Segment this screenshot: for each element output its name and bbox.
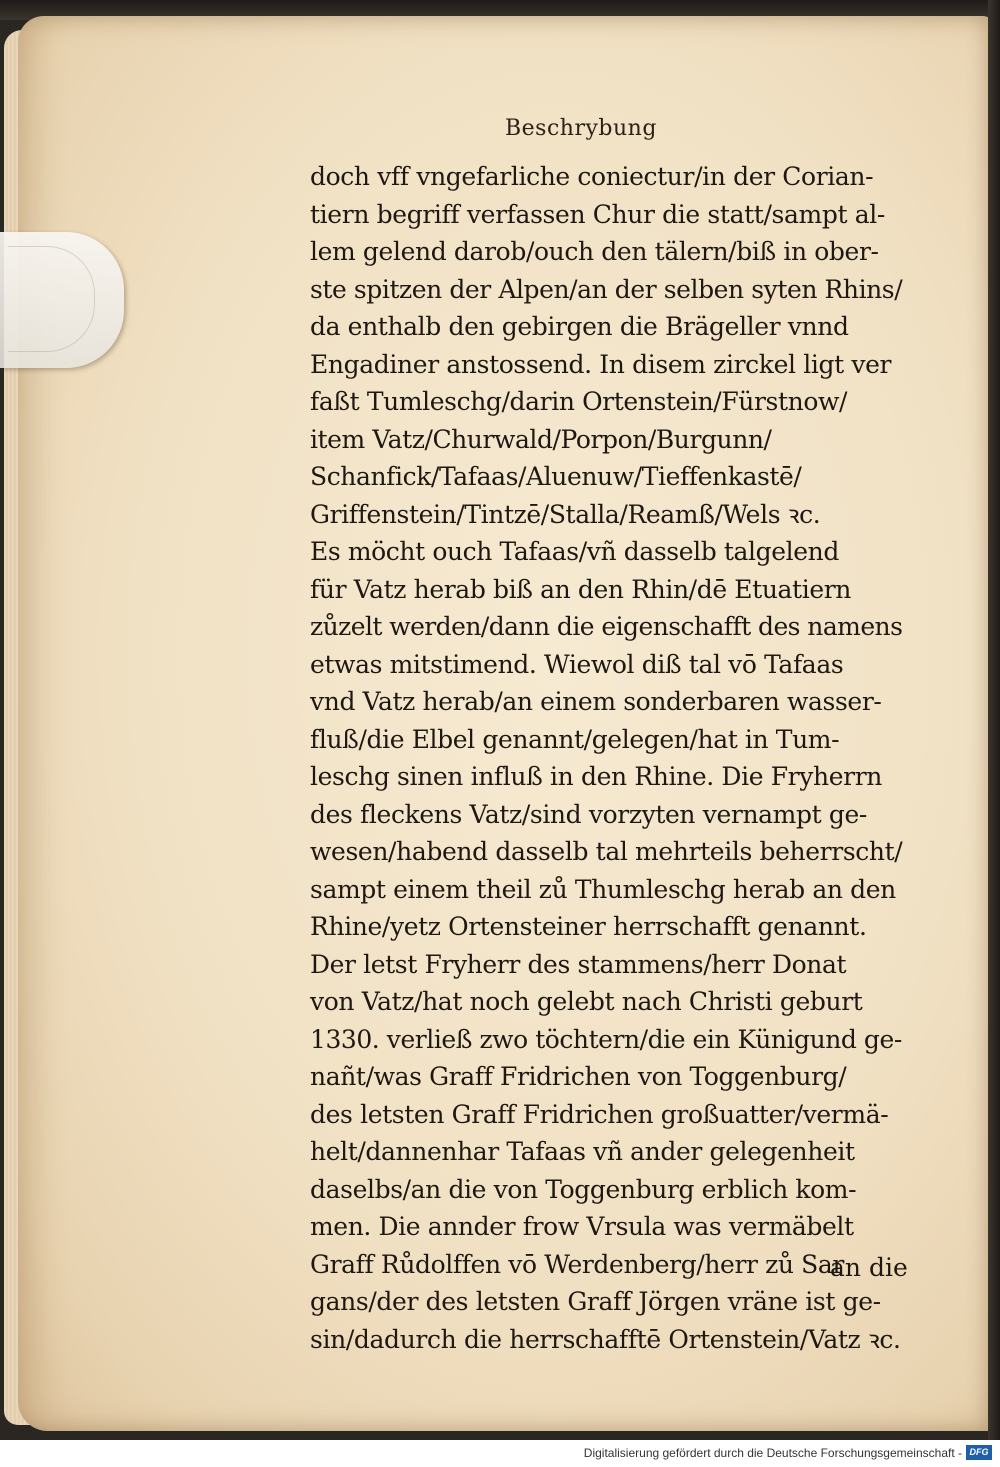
text-line: des fleckens Vatz/sind vorzyten vernampt ge- [310, 799, 867, 829]
text-line: etwas mitstimend. Wiewol diß tal vō Tafaas [310, 649, 844, 679]
text-line: Schanfick/Tafaas/Aluenuw/Tieffenkastē/ [310, 462, 802, 491]
text-line: lem gelend darob/ouch den tälern/biß in ober- [310, 237, 879, 266]
text-line: sin/dadurch die herrschafftē Ortenstein/Vatz ꝛc. [310, 1324, 901, 1354]
text-line: Graff Růdolffen vō Werdenberg/herr zů Sar [310, 1249, 844, 1279]
text-line: faßt Tumleschg/darin Ortenstein/Fürstnow/ [310, 387, 848, 416]
body-text [310, 158, 910, 1358]
text-line: item Vatz/Churwald/Porpon/Burgunn/ [310, 424, 772, 454]
text-line: für Vatz herab biß an den Rhin/dē Etuatiern [310, 574, 852, 604]
text-line: fluß/die Elbel genannt/gelegen/hat in Tum- [310, 724, 840, 754]
text-line: wesen/habend dasselb tal mehrteils beherrscht/ [310, 837, 903, 866]
text-line: Es möcht ouch Tafaas/vñ dasselb talgelend [310, 537, 839, 566]
running-header: Beschrybung [505, 116, 657, 141]
text-line: Engadiner anstossend. In disem zirckel ligt ver [310, 349, 892, 379]
text-line: doch vff vngefarliche coniectur/in der Corian- [310, 162, 874, 191]
text-line: Griffenstein/Tintzē/Stalla/Reamß/Wels ꝛc. [310, 499, 821, 529]
paper-bookmark [0, 232, 124, 368]
text-line: vnd Vatz herab/an einem sonderbaren wasser- [310, 687, 882, 716]
text-line: 1330. verließ zwo töchtern/die ein Künigund ge- [310, 1024, 902, 1054]
catchword: an die [830, 1253, 908, 1282]
dfg-logo-icon: DFG [966, 1445, 992, 1460]
text-line: da enthalb den gebirgen die Brägeller vnnd [310, 312, 849, 341]
text-line: nañt/was Graff Fridrichen von Toggenburg/ [310, 1062, 847, 1091]
text-line: ste spitzen der Alpen/an der selben syten Rhins/ [310, 274, 903, 304]
text-line: Der letst Fryherr des stammens/herr Donat [310, 949, 847, 979]
text-line: gans/der des letsten Graff Jörgen vräne ist ge- [310, 1287, 881, 1316]
text-line: Rhine/yetz Ortensteiner herrschafft genannt. [310, 912, 867, 941]
text-line: sampt einem theil zů Thumleschg herab an den [310, 874, 896, 904]
footer-bar [0, 1440, 1000, 1467]
text-line: daselbs/an die von Toggenburg erblich kom- [310, 1174, 857, 1204]
text-line: tiern begriff verfassen Chur die statt/sampt al- [310, 199, 886, 229]
text-line: leschg sinen influß in den Rhine. Die Fryherrn [310, 762, 883, 791]
text-line: men. Die annder frow Vrsula was vermäbelt [310, 1212, 854, 1241]
text-line: zůzelt werden/dann die eigenschafft des namens [310, 612, 903, 641]
text-line: von Vatz/hat noch gelebt nach Christi geburt [310, 987, 863, 1016]
digitization-credit: Digitalisierung gefördert durch die Deutsche Forschungsgemeinschaft - [583, 1446, 962, 1460]
text-line: helt/dannenhar Tafaas vñ ander gelegenheit [310, 1137, 855, 1166]
text-line: des letsten Graff Fridrichen großuatter/vermä- [310, 1099, 889, 1129]
book-spine-edge [988, 0, 1000, 1440]
